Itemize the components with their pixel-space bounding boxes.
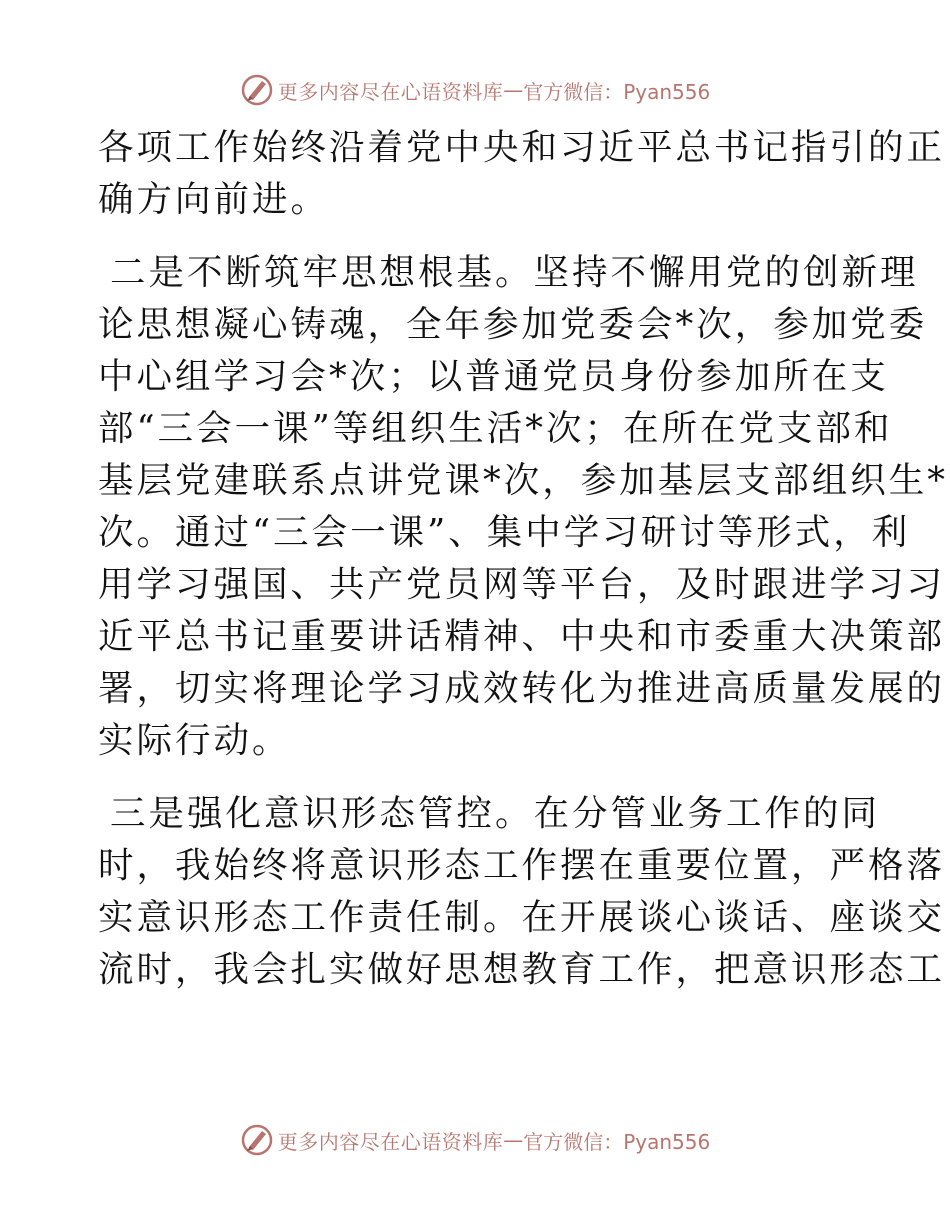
- text-line: 实意识形态工作责任制。在开展谈心谈话、座谈交: [98, 897, 946, 938]
- text-line: 确方向前进。: [98, 179, 330, 220]
- watermark-dash: —: [503, 78, 524, 102]
- watermark-wechat-text: 官方微信：Pyan556: [523, 79, 711, 104]
- text-line: 基层党建联系点讲党课*次，参加基层支部组织生*: [98, 460, 949, 501]
- text-line: 各项工作始终沿着党中央和习近平总书记指引的正: [98, 127, 946, 168]
- text-line: 三是强化意识形态管控。在分管业务工作的同: [110, 793, 881, 834]
- text-line: 近平总书记重要讲话精神、中央和市委重大决策部: [98, 616, 946, 657]
- watermark-banner-top: [0, 70, 950, 110]
- text-line: 流时，我会扎实做好思想教育工作，把意识形态工: [98, 949, 946, 990]
- watermark-dash: —: [503, 1128, 524, 1152]
- text-line: 署，切实将理论学习成效转化为推进高质量发展的: [98, 668, 946, 709]
- text-line: 实际行动。: [98, 720, 291, 761]
- paragraph-2: [98, 247, 949, 767]
- watermark-banner-bottom: [0, 1120, 950, 1160]
- paragraph-1: [98, 122, 946, 226]
- text-line: 时，我始终将意识形态工作摆在重要位置，严格落: [98, 845, 946, 886]
- text-line: 用学习强国、共产党员网等平台，及时跟进学习习: [98, 564, 946, 605]
- paragraph-3: [98, 788, 946, 996]
- text-line: 论思想凝心铸魂，全年参加党委会*次，参加党委: [98, 304, 928, 345]
- text-line: 二是不断筑牢思想根基。坚持不懈用党的创新理: [110, 252, 919, 293]
- pen-logo-icon: [240, 1123, 274, 1157]
- text-line: 次。通过“三会一课”、集中学习研讨等形式，利: [98, 512, 911, 553]
- text-line: 中心组学习会*次；以普通党员身份参加所在支: [98, 356, 889, 397]
- watermark-site-text: 更多内容尽在心语资料库: [277, 79, 504, 104]
- watermark-wechat-text: 官方微信：Pyan556: [523, 1129, 711, 1154]
- pen-logo-icon: [240, 73, 274, 107]
- document-body: [98, 122, 949, 996]
- watermark-site-text: 更多内容尽在心语资料库: [277, 1129, 504, 1154]
- text-line: 部“三会一课”等组织生活*次；在所在党支部和: [98, 408, 893, 449]
